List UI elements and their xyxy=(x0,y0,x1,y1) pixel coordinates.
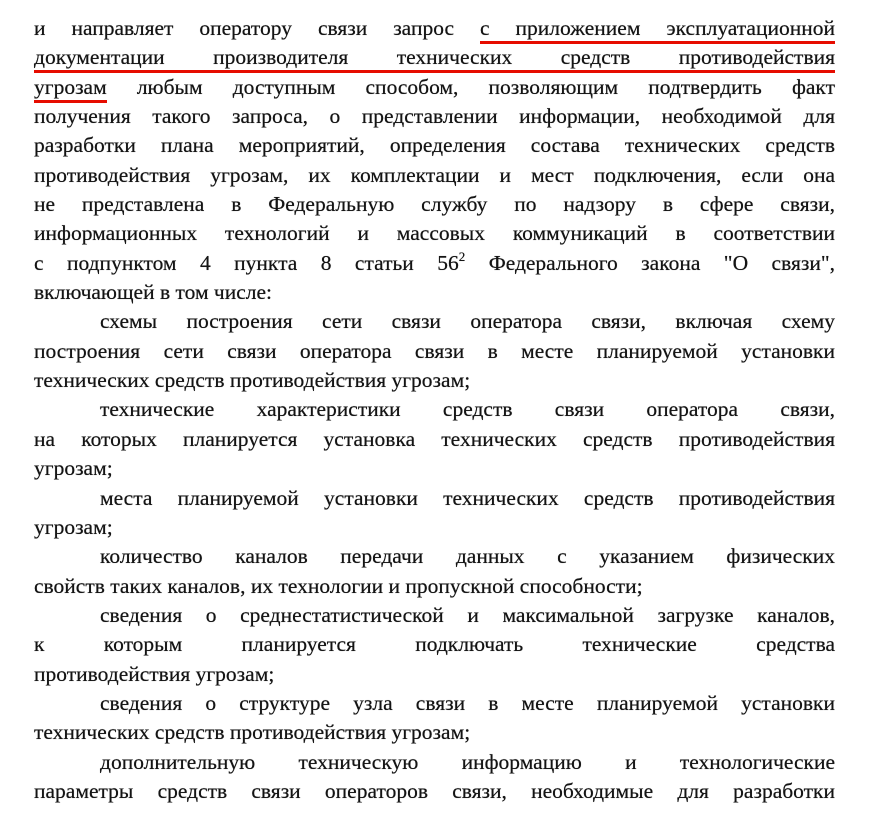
text-segment: количество каналов передачи данных с указанием физических xyxy=(100,544,835,569)
text-segment: угрозам; xyxy=(34,456,113,481)
text-segment: сведения о структуре узла связи в месте планируемой установки xyxy=(100,690,835,715)
text-segment: угрозам; xyxy=(34,514,113,539)
red-underlined-text: угрозам xyxy=(34,75,107,103)
text-line xyxy=(34,748,835,777)
text-segment: не представлена в Федеральную службу по надзору в сфере связи, xyxy=(34,192,835,217)
text-segment: технических средств противодействия угрозам; xyxy=(34,368,471,393)
red-underlined-text: с приложением эксплуатационной xyxy=(480,16,835,44)
text-line xyxy=(34,366,835,395)
text-line xyxy=(34,395,835,424)
text-segment: свойств таких каналов, их технологии и пропускной способности; xyxy=(34,573,643,598)
text-segment: разработки плана мероприятий, определения состава технических средств xyxy=(34,133,835,158)
text-line xyxy=(34,161,835,190)
text-segment: дополнительную техническую информацию и технологические xyxy=(100,749,835,774)
text-segment: к которым планируется подключать технические средства xyxy=(34,632,835,657)
text-line xyxy=(34,454,835,483)
text-segment: противодействия угрозам, их комплектации и мест подключения, если она xyxy=(34,162,835,187)
text-line xyxy=(34,219,835,248)
text-line xyxy=(34,660,835,689)
text-segment: технические характеристики средств связи оператора связи, xyxy=(100,397,835,422)
text-segment: информационных технологий и массовых коммуникаций в соответствии xyxy=(34,221,835,246)
text-line xyxy=(34,601,835,630)
text-line xyxy=(34,131,835,160)
text-line xyxy=(34,572,835,601)
text-segment: сведения о среднестатистической и максимальной загрузке каналов, xyxy=(100,602,835,627)
text-line xyxy=(34,484,835,513)
text-line xyxy=(34,73,835,102)
text-line xyxy=(34,542,835,571)
text-segment: и направляет оператору связи запрос xyxy=(34,16,480,40)
text-line xyxy=(34,718,835,747)
text-segment: Федерального закона "О связи", xyxy=(465,250,835,275)
red-underlined-text: документации производителя технических средств противодействия xyxy=(34,45,835,73)
text-segment: получения такого запроса, о представлении информации, необходимой для xyxy=(34,104,835,129)
text-line xyxy=(34,43,835,72)
text-line xyxy=(34,337,835,366)
text-line xyxy=(34,249,835,278)
text-line xyxy=(34,102,835,131)
text-segment: места планируемой установки технических средств противодействия xyxy=(100,485,835,510)
text-segment: на которых планируется установка технических средств противодействия xyxy=(34,426,835,451)
text-segment: с подпунктом 4 пункта 8 статьи 56 xyxy=(34,250,459,275)
text-line xyxy=(34,190,835,219)
text-line xyxy=(34,425,835,454)
text-segment: любым доступным способом, позволяющим подтвердить факт xyxy=(106,74,835,99)
document-body xyxy=(34,14,835,806)
text-segment: включающей в том числе: xyxy=(34,280,273,305)
text-line xyxy=(34,777,835,806)
text-line xyxy=(34,278,835,307)
text-line xyxy=(34,307,835,336)
text-segment: построения сети связи оператора связи в месте планируемой установки xyxy=(34,338,835,363)
text-line xyxy=(34,513,835,542)
text-line xyxy=(34,14,835,43)
text-segment: параметры средств связи операторов связи, необходимые для разработки xyxy=(34,778,835,803)
superscript-note-ref: 2 xyxy=(458,248,466,264)
text-segment: противодействия угрозам; xyxy=(34,661,275,686)
text-line xyxy=(34,689,835,718)
text-line xyxy=(34,630,835,659)
text-segment: схемы построения сети связи оператора связи, включая схему xyxy=(100,309,835,334)
text-segment: технических средств противодействия угрозам; xyxy=(34,720,471,745)
